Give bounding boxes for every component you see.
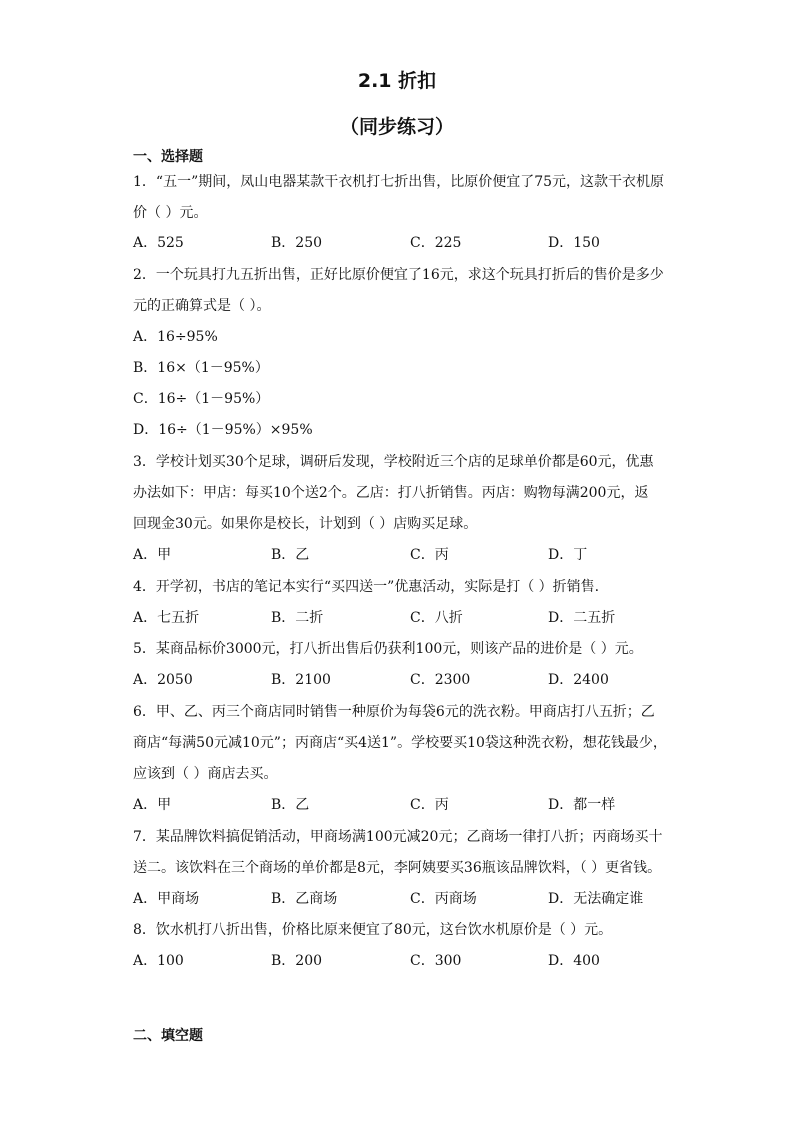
question-1-options — [133, 233, 673, 253]
page-title: 2.1 折扣 — [357, 70, 437, 92]
question-3-option-b: B．乙 — [271, 547, 310, 563]
question-5-option-a: A．2050 — [133, 672, 193, 688]
question-7-option-c: C．丙商场 — [410, 891, 477, 907]
question-5-line-1: 5．某商品标价3000元，打八折出售后仍获利100元，则该产品的进价是（ ）元。 — [133, 641, 643, 657]
question-1-option-d: D．150 — [548, 235, 600, 251]
question-7-option-b: B．乙商场 — [271, 891, 338, 907]
question-7-option-a: A．甲商场 — [133, 891, 200, 907]
question-4-options — [133, 608, 673, 628]
page-subtitle: （同步练习） — [339, 116, 454, 138]
question-1-option-c: C．225 — [410, 235, 462, 251]
question-3-options — [133, 545, 673, 565]
question-8-option-b: B．200 — [271, 953, 323, 969]
question-6-option-a: A．甲 — [133, 797, 172, 813]
question-2-line-1: 2．一个玩具打九五折出售，正好比原价便宜了16元，求这个玩具打折后的售价是多少 — [133, 267, 664, 283]
question-8-line-1: 8．饮水机打八折出售，价格比原来便宜了80元，这台饮水机原价是（ ）元。 — [133, 922, 613, 938]
question-8-option-a: A．100 — [133, 953, 184, 969]
question-5-option-b: B．2100 — [271, 672, 331, 688]
question-3-option-a: A．甲 — [133, 547, 172, 563]
question-6-line-2: 商店“每满50元减10元”；丙商店“买4送1”。学校要买10袋这种洗衣粉，想花钱最少， — [133, 735, 667, 751]
question-3-option-d: D．丁 — [548, 547, 588, 563]
question-7-line-2: 送二。该饮料在三个商场的单价都是8元，李阿姨要买36瓶该品牌饮料，（ ）更省钱。 — [133, 860, 662, 876]
question-4-option-a: A．七五折 — [133, 610, 200, 626]
question-2-line-2: 元的正确算式是（ ）。 — [133, 298, 271, 314]
question-8-option-d: D．400 — [548, 953, 600, 969]
question-5-options — [133, 670, 673, 690]
question-6-option-d: D．都一样 — [548, 797, 616, 813]
question-3-line-1: 3．学校计划买30个足球，调研后发现，学校附近三个店的足球单价都是60元，优惠 — [133, 454, 654, 470]
question-2-option-c: C．16÷（1－95%） — [133, 391, 270, 407]
question-6-line-1: 6．甲、乙、丙三个商店同时销售一种原价为每袋6元的洗衣粉。甲商店打八五折；乙 — [133, 704, 655, 720]
question-2-option-b: B．16×（1－95%） — [133, 360, 269, 376]
question-6-option-b: B．乙 — [271, 797, 310, 813]
question-4-line-1: 4．开学初，书店的笔记本实行“买四送一”优惠活动，实际是打（ ）折销售. — [133, 579, 600, 595]
question-3-line-3: 回现金30元。如果你是校长，计划到（ ）店购买足球。 — [133, 516, 478, 532]
question-6-line-3: 应该到（ ）商店去买。 — [133, 766, 278, 782]
question-6-options — [133, 795, 673, 815]
question-5-option-d: D．2400 — [548, 672, 609, 688]
question-5-option-c: C．2300 — [410, 672, 471, 688]
question-7-options — [133, 889, 673, 909]
section-heading-choice: 一、选择题 — [133, 149, 203, 165]
question-1-line-1: 1．“五一”期间，凤山电器某款干衣机打七折出售，比原价便宜了75元，这款干衣机原 — [133, 174, 665, 190]
question-4-option-c: C．八折 — [410, 610, 463, 626]
question-3-option-c: C．丙 — [410, 547, 449, 563]
question-8-option-c: C．300 — [410, 953, 462, 969]
section-heading-fill: 二、填空题 — [133, 1028, 203, 1044]
question-6-option-c: C．丙 — [410, 797, 449, 813]
question-8-options — [133, 951, 673, 971]
question-4-option-d: D．二五折 — [548, 610, 616, 626]
question-2-option-a: A．16÷95% — [133, 329, 218, 345]
question-2-option-d: D．16÷（1－95%）×95% — [133, 422, 313, 438]
question-1-option-a: A．525 — [133, 235, 184, 251]
question-7-option-d: D．无法确定谁 — [548, 891, 644, 907]
question-3-line-2: 办法如下：甲店：每买10个送2个。乙店：打八折销售。丙店：购物每满200元，返 — [133, 485, 649, 501]
question-4-option-b: B．二折 — [271, 610, 324, 626]
question-1-option-b: B．250 — [271, 235, 323, 251]
question-1-line-2: 价（ ）元。 — [133, 205, 208, 221]
question-7-line-1: 7．某品牌饮料搞促销活动，甲商场满100元减20元；乙商场一律打八折；丙商场买十 — [133, 829, 663, 845]
